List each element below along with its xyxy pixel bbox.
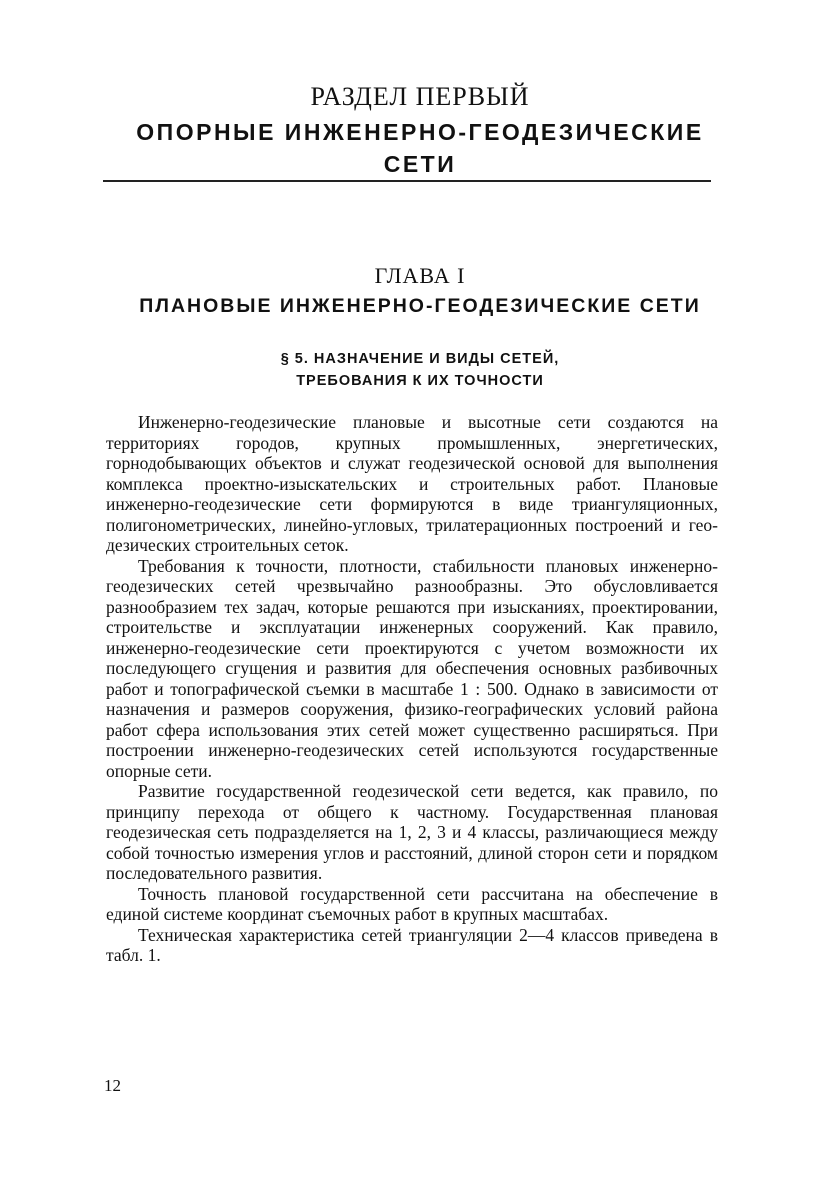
section-title	[120, 348, 720, 392]
paragraph: Развитие государственной геодезической сети ведется, как правило, по принципу перехода от общего к частному. Государственная плановая геодезическая сеть подразделяется на 1, 2, 3 и 4 классы, различающиеся между собой точностью измерения углов и расстояний, длиной сторон сети и порядком последовательного развития.	[106, 781, 718, 883]
paragraph: Инженерно-геодезические плановые и высотные сети создаются на территориях городов, крупных промышленных, энергетических, горнодобывающих объектов и служат геодезической основой для выполнения комплекса проектно-изыскательских и строительных работ. Плановые инженерно-геодезические сети формируются в виде триангуляционных, полигонометрических, линейно-угловых, трилатерационных построений и геодезических строительных сеток.	[106, 412, 718, 555]
section-title-line: § 5. НАЗНАЧЕНИЕ И ВИДЫ СЕТЕЙ,	[280, 351, 560, 367]
body-text	[106, 412, 718, 966]
part-title-line: СЕТИ	[383, 151, 457, 177]
chapter-title: ПЛАНОВЫЕ ИНЖЕНЕРНО-ГЕОДЕЗИЧЕСКИЕ СЕТИ	[139, 295, 701, 317]
paragraph: Техническая характеристика сетей триангуляции 2—4 классов приведена в табл. 1.	[106, 924, 718, 965]
horizontal-divider	[103, 180, 711, 182]
part-title	[80, 116, 760, 180]
chapter-label: ГЛАВА I	[374, 263, 466, 288]
section-title-line: ТРЕБОВАНИЯ К ИХ ТОЧНОСТИ	[296, 373, 544, 389]
page-number: 12	[104, 1076, 121, 1095]
part-title-line: ОПОРНЫЕ ИНЖЕНЕРНО-ГЕОДЕЗИЧЕСКИЕ	[136, 119, 704, 145]
paragraph: Требования к точности, плотности, стабильности плановых инженерно-геодезических сетей чрезвычайно разнообразны. Это обусловливается разнообразием тех задач, которые решаются при изысканиях, проектировании, строительстве и эксплуатации инженерных сооружений. Как правило, инженерно-геодезические сети проектируются с учетом возможности их последующего сгущения и развития для обеспечения основных разбивочных работ и топографической съемки в масштабе 1 : 500. Однако в зависимости от назначения и размеров сооружения, физико-географических условий района работ сфера использования этих сетей может существенно расширяться. При построении инженерно-геодезических сетей используются государственные опорные сети.	[106, 555, 718, 781]
paragraph: Точность плановой государственной сети рассчитана на обеспечение в единой системе координат съемочных работ в крупных масштабах.	[106, 883, 718, 924]
part-label: РАЗДЕЛ ПЕРВЫЙ	[310, 82, 530, 111]
